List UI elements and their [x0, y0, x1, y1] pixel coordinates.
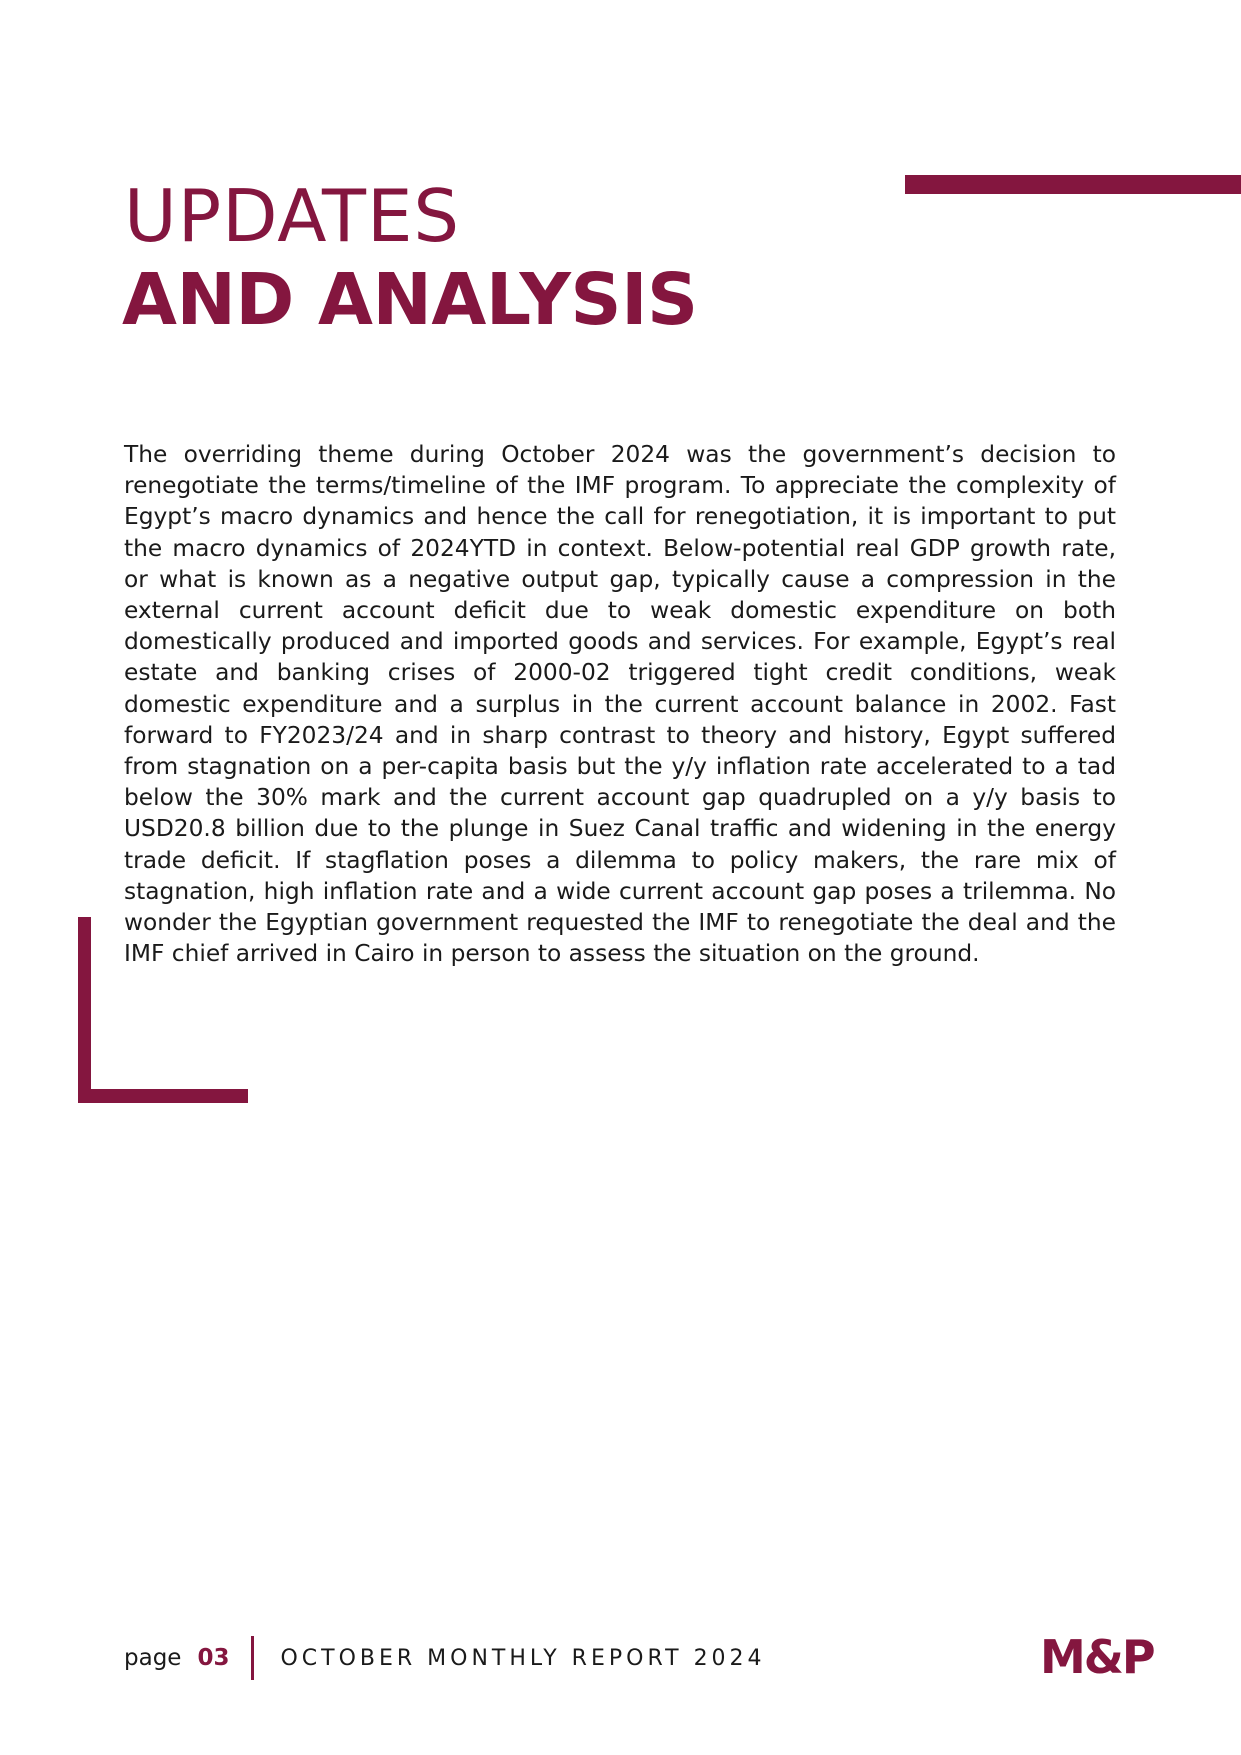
- report-title: OCTOBER MONTHLY REPORT 2024: [280, 1645, 766, 1671]
- page-title-line1: UPDATES: [124, 174, 461, 258]
- top-accent-bar: [905, 175, 1241, 194]
- page-number: 03: [197, 1645, 230, 1671]
- footer: [124, 1636, 766, 1680]
- brand-logo: M&P: [1040, 1630, 1154, 1684]
- bracket-decoration-vertical: [78, 917, 91, 1102]
- body-paragraph: The overriding theme during October 2024 was the government’s decision to renegotiate the terms/timeline of the IMF program. To appreciate the complexity of Egypt’s macro dynamics and hence the call for renegotiation, it is important to put the macro dynamics of 2024YTD in context. Below-potential real GDP growth rate, or what is known as a negative output gap, typically cause a compression in the external current account deficit due to weak domestic expenditure on both domestically produced and imported goods and services. For example, Egypt’s real estate and banking crises of 2000-02 triggered tight credit conditions, weak domestic expenditure and a surplus in the current account balance in 2002. Fast forward to FY2023/24 and in sharp contrast to theory and history, Egypt suffered from stagnation on a per-capita basis but the y/y inflation rate accelerated to a tad below the 30% mark and the current account gap quadrupled on a y/y basis to USD20.8 billion due to the plunge in Suez Canal traffic and widening in the energy trade deficit. If stagflation poses a dilemma to policy makers, the rare mix of stagnation, high inflation rate and a wide current account gap poses a trilemma. No wonder the Egyptian government requested the IMF to renegotiate the deal and the IMF chief arrived in Cairo in person to assess the situation on the ground.: [124, 441, 1116, 968]
- bracket-decoration-horizontal: [78, 1089, 248, 1103]
- footer-divider: [251, 1636, 254, 1680]
- page-title-line2: AND ANALYSIS: [122, 258, 698, 341]
- page-label: page: [124, 1645, 182, 1671]
